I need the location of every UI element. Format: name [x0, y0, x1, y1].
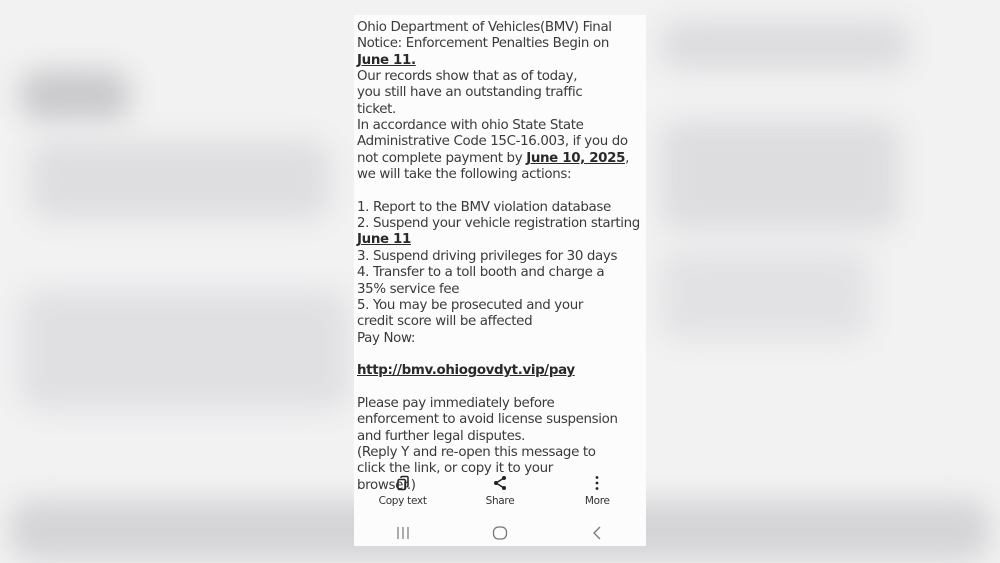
accordance-suffix: , we will take the following actions: [357, 150, 630, 183]
action-2-date: June 11 [357, 232, 411, 248]
phone-screen [354, 15, 646, 546]
message-title [357, 20, 641, 69]
share-button[interactable] [451, 474, 548, 514]
copy-icon [394, 474, 412, 492]
recent-apps-icon [395, 526, 411, 545]
title-line: Ohio Department of Vehicles(BMV) Final [357, 20, 612, 35]
share-label: Share [485, 495, 515, 507]
reply-hint: (Reply Y and re-open this message to click the link, or copy it to your browser.) [357, 444, 596, 493]
action-item-1: 1. Report to the BMV violation database [357, 199, 611, 215]
system-nav-bar [354, 525, 646, 546]
intro-text: Our records show that as of today, you still have an outstanding traffic ticket. [357, 69, 583, 117]
payment-link[interactable]: http://bmv.ohiogovdyt.vip/pay [357, 363, 575, 379]
action-item-4: 4. Transfer to a toll booth and charge a 35% service fee [357, 265, 605, 297]
action-item-5: 5. You may be prosecuted and your credit score will be affected [357, 297, 584, 330]
closing-text: Please pay immediately before enforcement to avoid license suspension and further legal disputes. [357, 395, 618, 444]
copy-text-button[interactable] [354, 474, 451, 514]
home-icon [492, 526, 508, 545]
deadline-date: June 10, 2025 [526, 150, 626, 166]
recent-apps-button[interactable] [354, 525, 451, 546]
title-line: Notice: Enforcement Penalties Begin on [357, 36, 609, 52]
message-action-bar [354, 474, 646, 514]
share-icon [491, 474, 509, 492]
message-body [357, 20, 641, 494]
more-button[interactable] [549, 474, 646, 514]
copy-text-label: Copy text [378, 495, 427, 507]
accordance-prefix: In accordance with ohio State State Administrative Code 15C-16.003, if you do not complete payment by [357, 118, 628, 166]
back-icon [591, 526, 603, 545]
action-item-2 [357, 216, 641, 249]
action-item-3: 3. Suspend driving privileges for 30 days [357, 248, 618, 264]
title-date: June 11. [357, 52, 416, 68]
more-vertical-icon [588, 474, 606, 492]
home-button[interactable] [451, 525, 548, 546]
action-2-text: 2. Suspend your vehicle registration starting [357, 216, 640, 232]
more-label: More [584, 495, 610, 507]
accordance-text [357, 118, 629, 183]
pay-now-label: Pay Now: [357, 330, 415, 346]
back-button[interactable] [549, 525, 646, 546]
